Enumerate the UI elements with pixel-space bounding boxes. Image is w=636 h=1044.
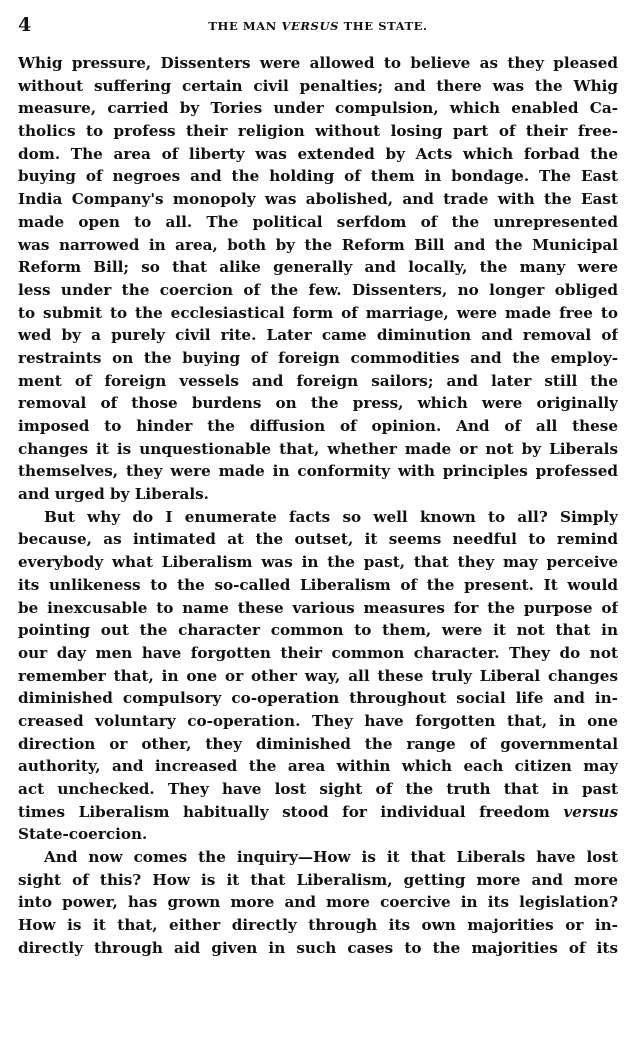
text-line: to submit to the ecclesiastical form of marriage, were made free to: [18, 303, 618, 322]
text-line-segment: times Liberalism habitually stood for individual freedom: [18, 802, 564, 821]
text-line: dom. The area of liberty was extended by Acts which forbad the: [18, 144, 618, 163]
text-line: India Company's monopoly was abolished, and trade with the East: [18, 190, 618, 209]
text-line: But why do I enumerate facts so well known to all? Simply: [44, 507, 618, 526]
body-text: [18, 52, 618, 960]
text-line: And now comes the inquiry—How is it that Liberals have lost: [44, 848, 618, 867]
text-line: because, as intimated at the outset, it seems needful to remind: [18, 530, 618, 549]
text-line: less under the coercion of the few. Dissenters, no longer obliged: [18, 280, 618, 299]
text-line: imposed to hinder the diffusion of opinion. And of all these: [18, 417, 618, 435]
text-line: be inexcusable to name these various measures for the purpose of: [18, 598, 618, 617]
text-line: our day men have forgotten their common character. They do not: [18, 643, 618, 662]
text-line: ment of foreign vessels and foreign sailors; and later still the: [18, 371, 618, 390]
page-header: [18, 14, 618, 44]
text-line: [18, 801, 618, 824]
text-line: creased voluntary co-operation. They have forgotten that, in one: [18, 711, 618, 730]
text-line: pointing out the character common to them, were it not that in: [18, 621, 618, 640]
text-line: changes it is unquestionable that, whether made or not by Liberals: [18, 439, 618, 458]
text-line: wed by a purely civil rite. Later came diminution and removal of: [18, 326, 618, 345]
text-line: How is it that, either directly through its own majorities or in-: [18, 916, 618, 935]
text-line: and urged by Liberals.: [18, 485, 209, 504]
text-line: authority, and increased the area within which each citizen may: [18, 757, 618, 776]
text-line: everybody what Liberalism was in the past, that they may perceive: [18, 553, 618, 572]
text-line: tholics to profess their religion without losing part of their free-: [18, 122, 618, 141]
text-line: made open to all. The political serfdom of the unrepresented: [18, 212, 618, 231]
text-line: measure, carried by Tories under compulsion, which enabled Ca-: [18, 99, 618, 118]
text-line: Reform Bill; so that alike generally and locally, the many were: [18, 258, 618, 277]
text-line: without suffering certain civil penalties; and there was the Whig: [18, 76, 618, 95]
running-head: [18, 18, 618, 34]
text-line: sight of this? How is it that Liberalism, getting more and more: [18, 870, 618, 889]
text-line: act unchecked. They have lost sight of the truth that in past: [18, 780, 618, 798]
running-head-pre: THE MAN: [208, 19, 282, 33]
text-line: was narrowed in area, both by the Reform Bill and the Municipal: [18, 235, 618, 254]
text-line: buying of negroes and the holding of them in bondage. The East: [18, 167, 618, 186]
text-line: restraints on the buying of foreign commodities and the employ-: [18, 348, 618, 367]
text-line: themselves, they were made in conformity with principles professed: [18, 462, 618, 481]
text-line: Whig pressure, Dissenters were allowed to believe as they pleased: [18, 54, 618, 72]
page-number: 4: [18, 14, 32, 36]
running-head-post: THE STATE.: [339, 19, 428, 33]
text-line: its unlikeness to the so-called Liberalism of the present. It would: [18, 575, 618, 594]
text-line: into power, has grown more and more coercive in its legislation?: [18, 893, 618, 912]
text-line: direction or other, they diminished the range of governmental: [18, 734, 618, 753]
text-line: removal of those burdens on the press, which were originally: [18, 394, 618, 413]
running-head-italic: VERSUS: [281, 19, 339, 33]
italic-word: versus: [563, 802, 618, 821]
text-line: diminished compulsory co-operation throughout social life and in-: [18, 689, 618, 708]
text-line: directly through aid given in such cases to the majorities of its: [18, 938, 618, 957]
text-line: remember that, in one or other way, all these truly Liberal changes: [18, 666, 618, 685]
text-line: State-coercion.: [18, 825, 148, 844]
